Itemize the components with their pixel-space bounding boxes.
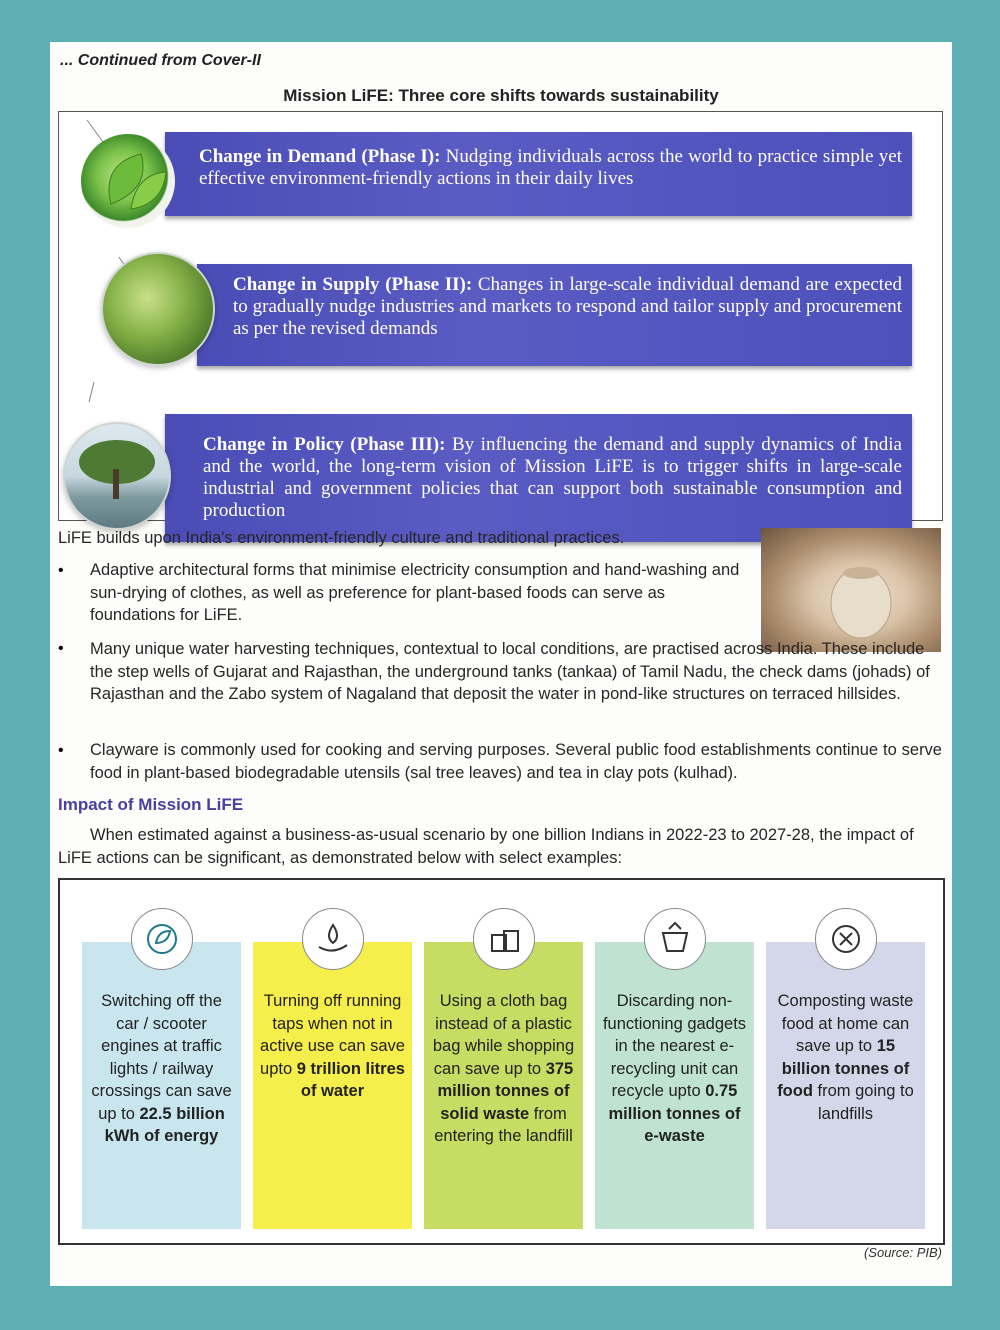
card-text: Switching off the car / scooter engines at traffic lights / railway crossings can save up to [91, 992, 232, 1123]
impact-panel [58, 878, 945, 1245]
culture-bullet-3: Clayware is commonly used for cooking and serving purposes. Several public food establishments continue to serve food in plant-based biodegradable utensils (sal tree leaves) and tea in clay pots (kulhad). [90, 741, 942, 782]
card-highlight: 15 billion tonnes of food [777, 1037, 910, 1100]
leaf-icon [81, 134, 175, 228]
impact-intro: When estimated against a business-as-usual scenario by one billion Indians in 2022-23 to 2027-28, the impact of LiFE actions can be significant, as demonstrated below with select examples: [58, 826, 914, 867]
continued-note: ... Continued from Cover-II [60, 52, 261, 69]
plug-leaf-icon [131, 908, 193, 970]
source-note: (Source: PIB) [863, 1245, 942, 1260]
bags-icon [473, 908, 535, 970]
water-drop-hand-icon [302, 908, 364, 970]
pottery-image [761, 528, 941, 652]
recycle-bin-icon [644, 908, 706, 970]
shifts-panel [58, 111, 943, 521]
impact-card [82, 942, 241, 1229]
card-text: Using a cloth bag instead of a plastic bag while shopping can save up to [432, 992, 575, 1078]
tree-image [63, 422, 171, 530]
shift-banner-policy [165, 414, 912, 542]
bullet-dot: • [58, 562, 64, 579]
card-text: Discarding non-functioning gadgets in the nearest e-recycling unit can recycle upto [602, 992, 747, 1100]
page-title: Mission LiFE: Three core shifts towards sustainability [283, 86, 719, 105]
bullet-dot: • [58, 640, 64, 657]
impact-card [253, 942, 412, 1229]
card-highlight: 22.5 billion kWh of energy [104, 1104, 225, 1145]
card-highlight: 9 trillion litres of water [296, 1059, 405, 1100]
impact-heading: Impact of Mission LiFE [58, 795, 244, 814]
card-text: from entering the landfill [434, 1104, 573, 1145]
leaf-closeup-image [101, 252, 215, 366]
card-text: from going to landfills [812, 1082, 914, 1123]
shift-text: Nudging individuals across the world to practice simple yet effective environment-friendly actions in their daily lives [199, 146, 902, 189]
tree-icon [65, 424, 169, 528]
impact-card [595, 942, 754, 1229]
impact-card [424, 942, 583, 1229]
culture-bullet-2: Many unique water harvesting techniques, contextual to local conditions, are practised across India. These include the step wells of Gujarat and Rajasthan, the underground tanks (tankaa) of Tamil Nadu, the check dams (johads) of Rajasthan and the Zabo system of Nagaland that deposit the water in pond-like structures on terraced hillsides. [90, 640, 930, 703]
card-highlight: 0.75 million tonnes of e-waste [608, 1082, 741, 1145]
shift-heading: Change in Policy (Phase III): [203, 434, 446, 455]
culture-intro: LiFE builds upon India's environment-friendly culture and traditional practices. [58, 529, 625, 547]
culture-bullet-1: Adaptive architectural forms that minimise electricity consumption and hand-washing and sun-drying of clothes, as well as preference for plant-based foods can serve as foundations for LiFE. [90, 561, 740, 624]
shift-text: By influencing the demand and supply dynamics of India and the world, the long-term vision of Mission LiFE is to trigger shifts in large-scale industrial and government policies that can support both sustainable consumption and production [203, 434, 902, 521]
compost-icon [815, 908, 877, 970]
leaves-image [81, 134, 175, 228]
clay-pot-icon [761, 528, 941, 652]
shift-text: Changes in large-scale individual demand are expected to gradually nudge industries and markets to respond and tailor supply and procurement as per the revised demands [233, 274, 902, 339]
shift-banner-demand [165, 132, 912, 216]
page [50, 42, 952, 1286]
shift-heading: Change in Demand (Phase I): [199, 146, 441, 167]
shift-banner-supply [197, 264, 912, 366]
card-text: Composting waste food at home can save up to [777, 992, 914, 1055]
card-text: Turning off running taps when not in active use can save upto [260, 992, 405, 1078]
card-highlight: 375 million tonnes of solid waste [437, 1059, 574, 1123]
bullet-dot: • [58, 742, 64, 759]
impact-card [766, 942, 925, 1229]
shift-heading: Change in Supply (Phase II): [233, 274, 473, 295]
